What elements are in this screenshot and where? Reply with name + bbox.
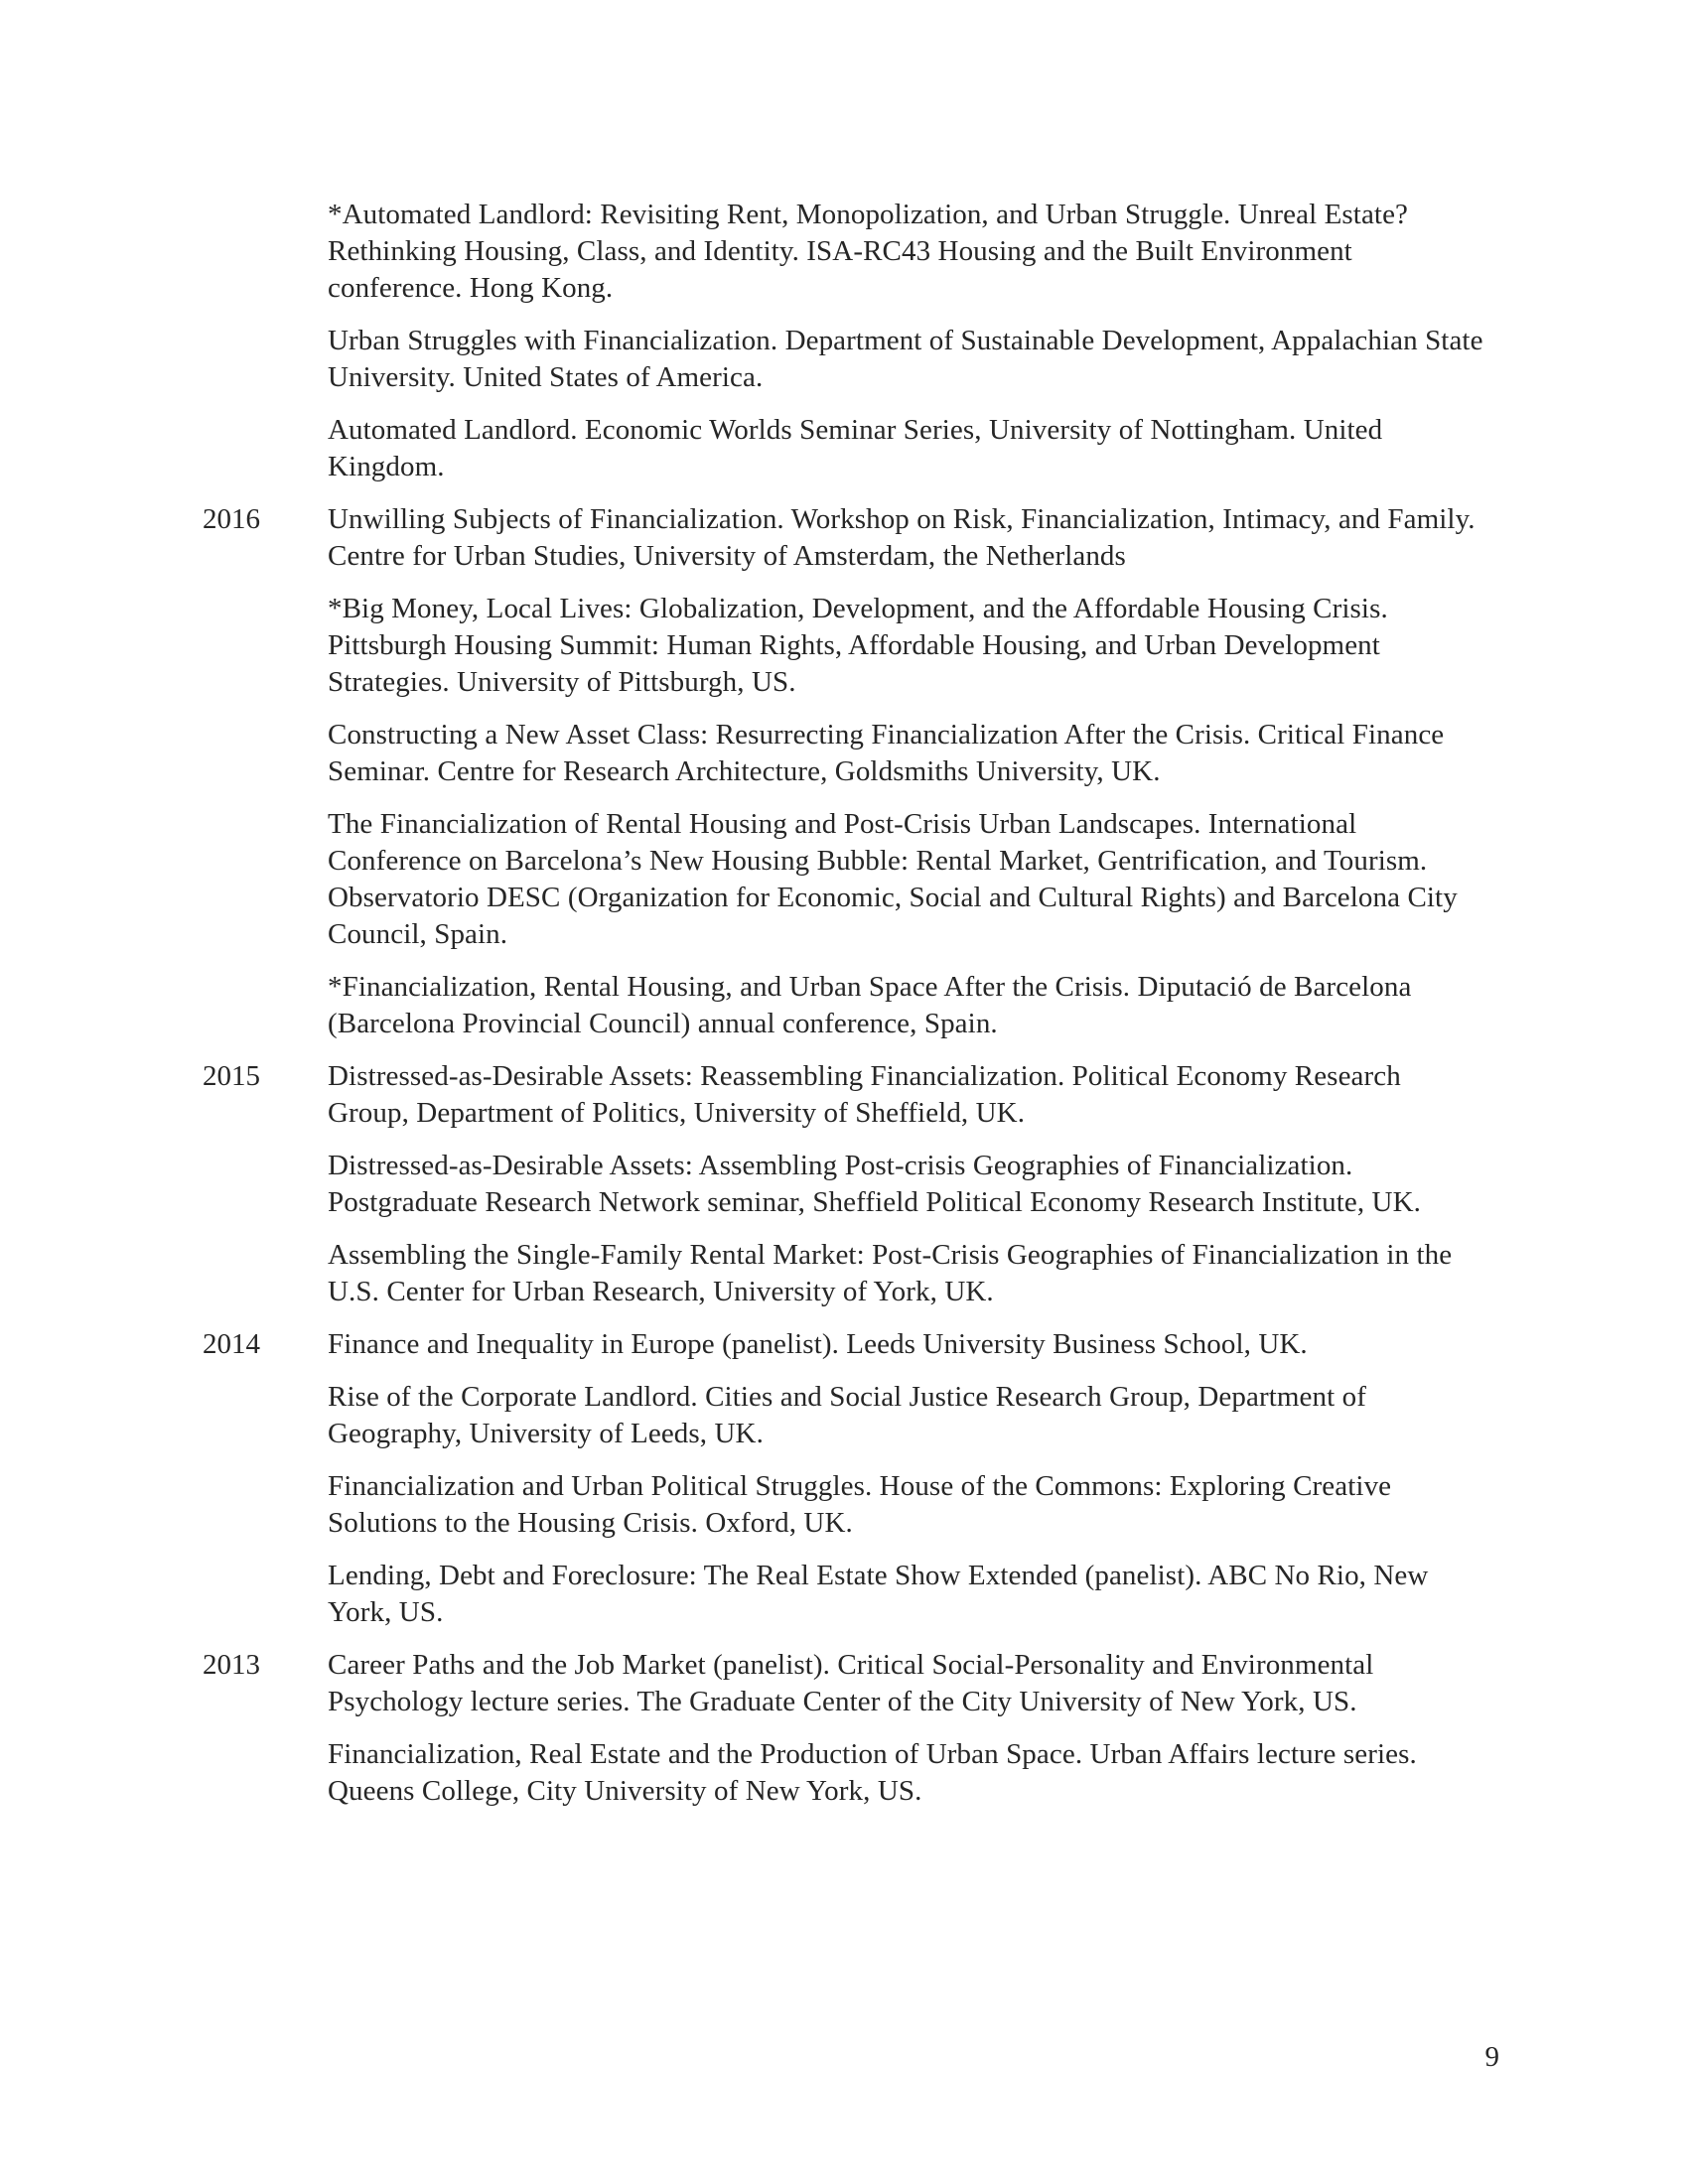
talk-entry: Financialization, Real Estate and the Production of Urban Space. Urban Affairs lecture series. Queens College, City University of New York, US. bbox=[328, 1738, 1417, 1807]
page-number: 9 bbox=[1484, 2041, 1499, 2073]
talk-entry: Urban Struggles with Financialization. Department of Sustainable Development, Appalachian State University. United States of America. bbox=[328, 325, 1483, 393]
entries-list bbox=[328, 197, 1483, 501]
year-label: 2015 bbox=[203, 1060, 260, 1092]
year-label: 2013 bbox=[203, 1649, 260, 1681]
talk-entry: *Automated Landlord: Revisiting Rent, Monopolization, and Urban Struggle. Unreal Estate? Rethinking Housing, Class, and Identity. ISA-RC43 Housing and the Built Environment conference. Hong Kong. bbox=[328, 199, 1409, 304]
talk-entry: *Big Money, Local Lives: Globalization, Development, and the Affordable Housing Crisis. Pittsburgh Housing Summit: Human Rights, Affordable Housing, and Urban Development Strategies. University of Pittsburgh, US. bbox=[328, 593, 1388, 698]
talk-entry: Rise of the Corporate Landlord. Cities and Social Justice Research Group, Department of Geography, University of Leeds, UK. bbox=[328, 1381, 1366, 1449]
year-section bbox=[203, 501, 1483, 1058]
year-section bbox=[203, 1326, 1483, 1647]
talk-entry: Distressed-as-Desirable Assets: Reassembling Financialization. Political Economy Research Group, Department of Politics, University of Sheffield, UK. bbox=[328, 1060, 1401, 1129]
year-section bbox=[203, 1058, 1483, 1326]
talk-entry: Assembling the Single-Family Rental Market: Post-Crisis Geographies of Financialization in the U.S. Center for Urban Research, University of York, UK. bbox=[328, 1239, 1453, 1307]
talk-entry: *Financialization, Rental Housing, and Urban Space After the Crisis. Diputació de Barcelona (Barcelona Provincial Council) annual conference, Spain. bbox=[328, 971, 1412, 1039]
talk-entry: Lending, Debt and Foreclosure: The Real Estate Show Extended (panelist). ABC No Rio, New York, US. bbox=[328, 1560, 1429, 1628]
talk-entry: Unwilling Subjects of Financialization. Workshop on Risk, Financialization, Intimacy, and Family. Centre for Urban Studies, University of Amsterdam, the Netherlands bbox=[328, 503, 1476, 572]
entries-list bbox=[328, 1058, 1483, 1326]
talk-entry: Distressed-as-Desirable Assets: Assembling Post-crisis Geographies of Financialization. Postgraduate Research Network seminar, Sheffield Political Economy Research Institute, UK. bbox=[328, 1150, 1421, 1218]
talk-entry: Constructing a New Asset Class: Resurrecting Financialization After the Crisis. Critical Finance Seminar. Centre for Research Architecture, Goldsmiths University, UK. bbox=[328, 719, 1445, 787]
year-label: 2014 bbox=[203, 1328, 260, 1360]
year-section bbox=[203, 197, 1483, 501]
year-label: 2016 bbox=[203, 503, 260, 535]
talk-entry: The Financialization of Rental Housing and Post-Crisis Urban Landscapes. International Conference on Barcelona’s New Housing Bubble: Rental Market, Gentrification, and Tourism. Observatorio DESC (Organization for Economic, Social and Cultural Rights) and Barcelona City Council, Spain. bbox=[328, 808, 1458, 950]
talk-entry: Career Paths and the Job Market (panelist). Critical Social-Personality and Environmental Psychology lecture series. The Graduate Center of the City University of New York, US. bbox=[328, 1649, 1374, 1717]
entries-list bbox=[328, 501, 1483, 1058]
entries-list bbox=[328, 1647, 1483, 1826]
entries-list bbox=[328, 1326, 1483, 1647]
talk-entry: Automated Landlord. Economic Worlds Seminar Series, University of Nottingham. United Kingdom. bbox=[328, 414, 1383, 482]
talk-entry: Finance and Inequality in Europe (panelist). Leeds University Business School, UK. bbox=[328, 1328, 1308, 1360]
year-section bbox=[203, 1647, 1483, 1826]
talk-entry: Financialization and Urban Political Struggles. House of the Commons: Exploring Creative Solutions to the Housing Crisis. Oxford, UK. bbox=[328, 1470, 1392, 1539]
talks-list bbox=[203, 197, 1483, 1826]
